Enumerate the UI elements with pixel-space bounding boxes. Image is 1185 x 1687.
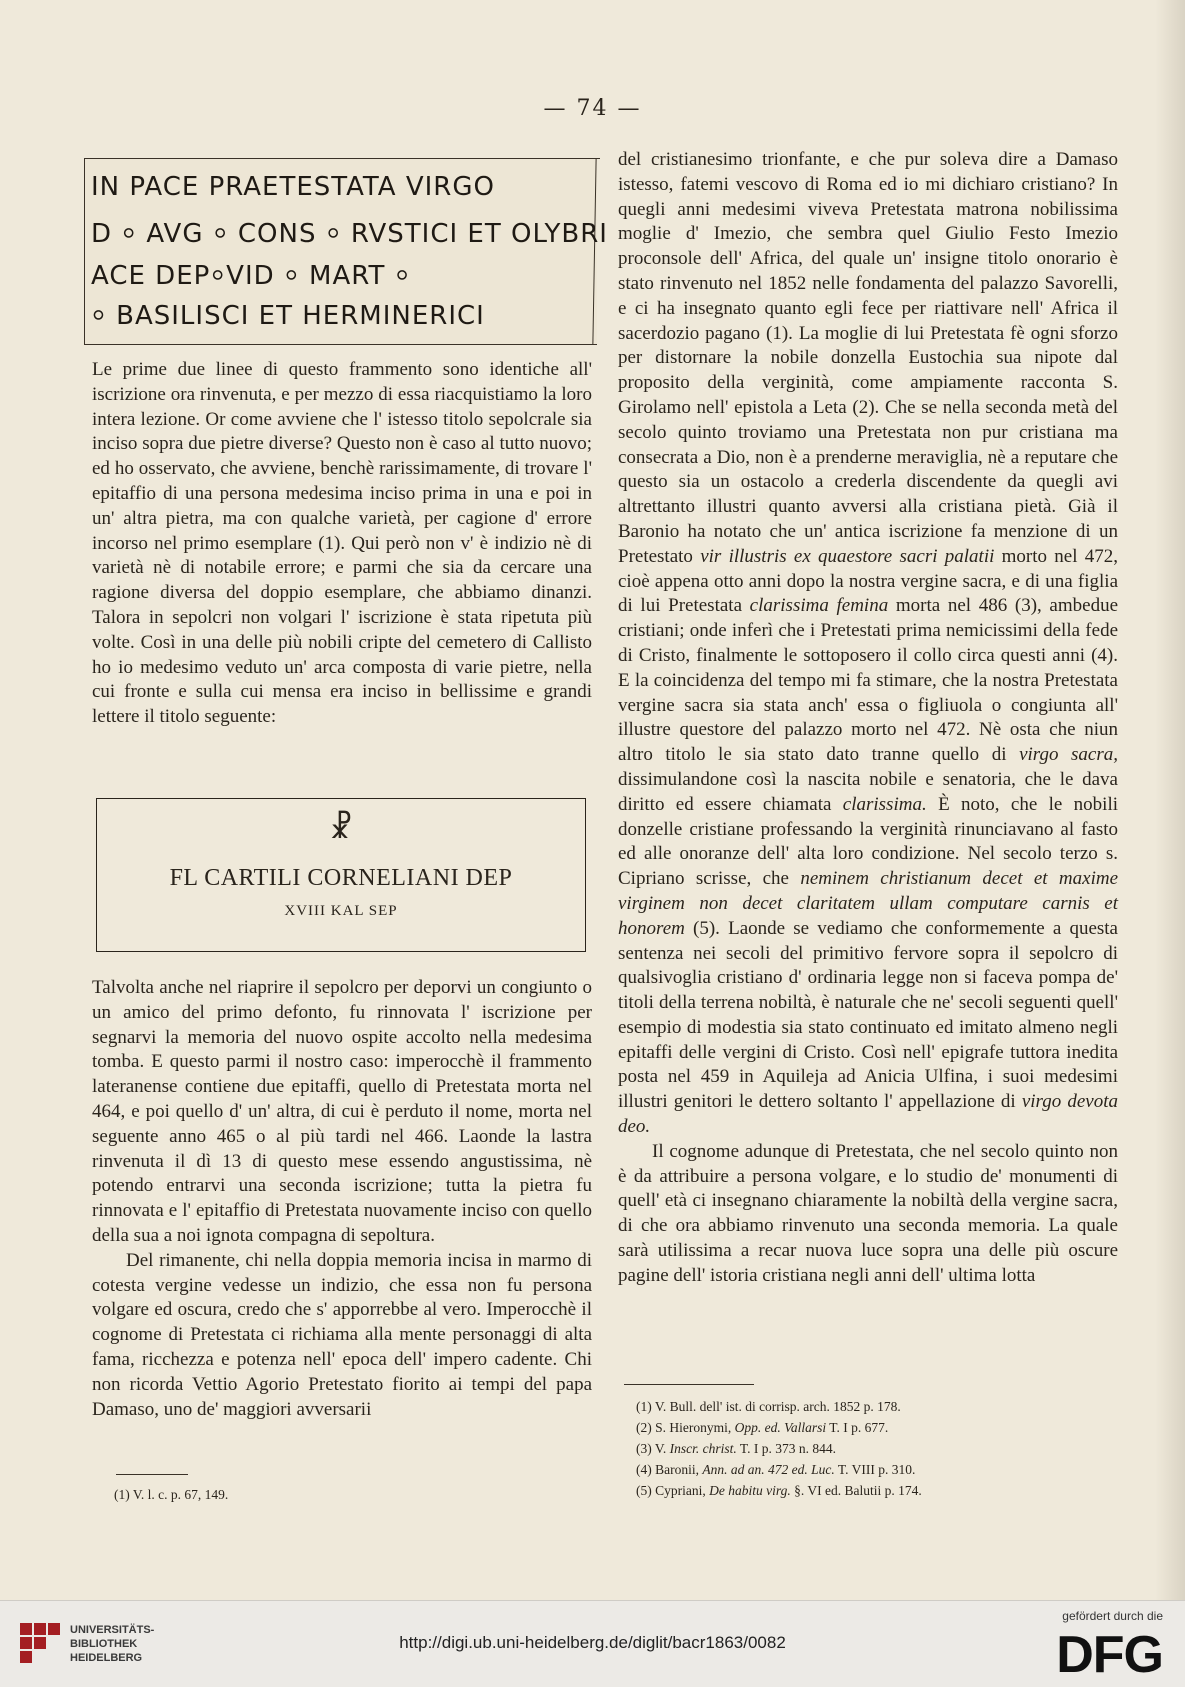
inscription-fragment	[84, 158, 608, 345]
right-text-g: dissimulandone così la nascita nobile e senatoria, che le dava diritto ed essere chiamata	[618, 768, 1118, 815]
fn3-italic: Inscr. christ.	[669, 1441, 737, 1456]
right-footnote-rule	[624, 1384, 754, 1385]
fn4-italic: Ann. ad an. 472 ed. Luc.	[702, 1462, 835, 1477]
left-paragraph-1: Le prime due linee di questo frammento sono identiche all' iscrizione ora rinvenuta, e per mezzo di essa riacquistiamo la loro intera lezione. Or come avviene che l' istesso titolo sepolcrale sia inciso sopra due pietre diverse? Questo non è caso al tutto nuovo; ed ho osservato, che avviene, benchè rarissimamente, di trovare l' epitaffio di una persona medesima inciso prima in una e poi in un' altra pietra, ma con qualche varietà, per cagione d' errore incorso nel primo esemplare (1). Qui però non v' è indizio nè di varietà nè di notabile errore; e parmi che sia da cercare una ragione diversa del doppio esemplare, che abbiamo dinanzi. Talora in sepolcri non volgari l' iscrizione è stata ripetuta più volte. Così in una delle più nobili cripte del cemetero di Callisto ho io medesimo veduto un' arca composta di varie pietre, nella cui fronte e sulla cui mensa era inciso in bellissime e grandi lettere il titolo seguente:	[92, 359, 592, 728]
fn5-text: (5) Cypriani,	[636, 1483, 710, 1498]
right-italic-j: neminem christianum decet et maxime virginem non decet claritatem ullam computare carnis et honorem	[618, 868, 1119, 939]
left-column-lower	[92, 976, 592, 1422]
fn4-suffix: T. VIII p. 310.	[834, 1462, 916, 1477]
left-footnote-rule	[116, 1474, 188, 1475]
library-name-line-1: UNIVERSITÄTS-	[70, 1624, 155, 1636]
right-column	[618, 148, 1118, 1289]
right-italic-l: virgo devota deo.	[618, 1091, 1118, 1138]
epitaph-box	[96, 798, 586, 952]
inscription-line-2: D ⸰ AVG ⸰ CONS ⸰ RVSTICI ET OLYBRI	[91, 219, 608, 249]
fn4-text: (4) Baronii,	[636, 1462, 703, 1477]
epitaph-subtitle: XVIII KAL SEP	[284, 903, 398, 919]
fn1-text: (1) V. Bull. dell' ist. di corrisp. arch. 1852 p. 178.	[636, 1399, 901, 1414]
right-italic-f: virgo sacra,	[1019, 744, 1119, 766]
document-url[interactable]: http://digi.ub.uni-heidelberg.de/diglit/bacr1863/0082	[399, 1633, 786, 1652]
fn3-suffix: T. I p. 373 n. 844.	[736, 1441, 837, 1456]
epitaph-title: FL CARTILI CORNELIANI DEP	[169, 865, 513, 891]
viewer-footer	[0, 1600, 1185, 1687]
right-italic-h: clarissima.	[842, 793, 927, 815]
inscription-line-3: ACE DEP⸰VID ⸰ MART ⸰	[91, 261, 411, 291]
funding-caption: gefördert durch die	[1062, 1609, 1163, 1623]
fn2-text: (2) S. Hieronymi,	[636, 1420, 735, 1435]
fn5-suffix: §. VI ed. Balutii p. 174.	[790, 1483, 922, 1498]
library-name-line-3: HEIDELBERG	[70, 1652, 143, 1664]
fragment-broken-edge	[592, 158, 602, 344]
right-text-i: È noto, che le nobili donzelle cristiane professando la verginità rinunciavano al fasto ed alle onoranze dell' alta loro condizione. Nel secolo terzo s. Cipriano scrisse, che	[618, 793, 1119, 890]
left-footnote-1: (1) V. l. c. p. 67, 149.	[114, 1487, 229, 1502]
fn3-text: (3) V.	[636, 1441, 670, 1456]
right-text-e: morta nel 486 (3), ambedue cristiani; onde inferì che i Pretestati prima nemicissimi della fede di Cristo, finalmente le sottoposero il collo circa questi anni (4). E la coincidenza del tempo mi fa stimare, che la nostra Pretestata vergine sacra sia stata anch' essa o figliuola o congiunta all' illustre questore del palazzo morto nel 472. Nè osta che niun altro titolo le sia stato dato tranne quello di	[618, 595, 1119, 766]
fn5-italic: De habitu virg.	[709, 1483, 791, 1498]
page-number: — 74 —	[543, 96, 642, 121]
right-footnote-4	[636, 1459, 915, 1480]
fn2-italic: Opp. ed. Vallarsi	[734, 1420, 827, 1435]
right-footnote-5	[636, 1480, 922, 1501]
left-paragraph-3: Del rimanente, chi nella doppia memoria incisa in marmo di cotesta vergine vedesse un indizio, che essa non fu persona volgare ed oscura, credo che s' apporrebbe al vero. Imperocchè il cognome di Pretestata ci richiama alla mente personaggi di alta fama, ricchezza e potenza nell' epoca dell' impero cadente. Chi non ricorda Vettio Agorio Pretestato fiorito ai tempi del papa Damaso, uno de' maggiori avversarii	[92, 1249, 592, 1420]
inscription-line-4: ⸰ BASILISCI ET HERMINERICI	[91, 301, 485, 331]
right-footnote-2	[636, 1417, 888, 1438]
dfg-logo: DFG	[1056, 1626, 1163, 1684]
right-text-k: (5). Laonde se vediamo che conformemente a questa sentenza nei secoli del primitivo fervore sopra il sepolcro di qualsivoglia cristiano d' ordinaria legge non si faceva pompa de' titoli della terrena nobiltà, è naturale che ne' secoli seguenti quell' esempio di modestia sia stato continuato ed imitato almeno negli epitaffi delle vergini di Cristo. Così nell' epigrafe tuttora inedita posta nel 459 in Aquileja ad Anicia Ulfina, i suoi medesimi illustri genitori le dettero soltanto l' appellazione di	[618, 917, 1118, 1113]
right-footnote-3	[636, 1438, 836, 1459]
inscription-line-1: IN PACE PRAETESTATA VIRGO	[91, 172, 495, 202]
right-text-a: del cristianesimo trionfante, e che pur soleva dire a Damaso istesso, fatemi vescovo di Roma ed io mi dichiaro cristiano? In quegli anni medesimi viveva Pretestata matrona nobilissima moglie d' Imezio, che sembra quel Giulio Festo Imezio proconsole dell' Africa, del quale un' insigne titolo onorario è stato rinvenuto nel 1852 nelle fondamenta del palazzo Savorelli, e ci ha insegnato quanto egli fece per riattivare nell' Africa il sacerdozio pagano (1). La moglie di lui Pretestata fè ogni sforzo per distornare la nobile donzella Eustochia sua nipote dal proposito della verginità, come ampiamente racconta S. Girolamo nell' epistola a Leta (2). Che se nella seconda metà del secolo quinto troviamo una Pretestata non pur cristiana ma consecrata a Dio, non è a prenderne meraviglia, nè a reputare che questo sia un ostacolo a crederla discendente da quegli avi altrettanto illustri quanto avversi alla cristiana pietà. Già il Baronio ha notato che un' antica iscrizione fa menzione di un Pretestato	[618, 149, 1118, 567]
right-italic-d: clarissima femina	[749, 595, 889, 617]
left-column	[92, 358, 592, 730]
right-italic-b: vir illustris ex quaestore sacri palatii	[700, 545, 995, 567]
right-paragraph-2: Il cognome adunque di Pretestata, che nel secolo quinto non è da attribuire a persona volgare, e lo studio de' monumenti di quell' età ci insegnano chiaramente la nobiltà della vergine sacra, di che ora abbiamo rinvenuto una seconda memoria. La quale sarà utilissima a recar nuova luce sopra una delle più oscure pagine dell' istoria cristiana negli anni dell' ultima lotta	[618, 1140, 1118, 1286]
chi-rho-icon: ☧	[329, 811, 353, 846]
library-name-line-2: BIBLIOTHEK	[70, 1638, 138, 1650]
right-paragraph-1	[618, 148, 1118, 1140]
right-text-c: morto nel 472, cioè appena otto anni dopo la nostra vergine sacra, e di una figlia di lui Pretestata	[618, 545, 1118, 617]
right-footnote-1	[636, 1396, 901, 1417]
fn2-suffix: T. I p. 677.	[826, 1420, 889, 1435]
left-paragraph-2: Talvolta anche nel riaprire il sepolcro per deporvi un congiunto o un amico del primo defonto, fu rinnovata l' iscrizione per segnarvi la memoria del nuovo ospite accolto nella medesima tomba. E questo parmi il nostro caso: imperocchè il frammento lateranense contiene due epitaffi, quello di Pretestata morta nel 464, e poi quello d' un' altra, di cui è perduto il nome, morta nel seguente anno 465 o al più tardi nel 466. Laonde la lastra rinvenuta il dì 13 di questo mese essendo angustissima, nè potendo entrarvi una seconda iscrizione; tutta la pietra fu rinnovata e l' epitaffio di Pretestata nuovamente inciso con quello della sua a noi ignota compagna di sepoltura.	[92, 977, 592, 1246]
